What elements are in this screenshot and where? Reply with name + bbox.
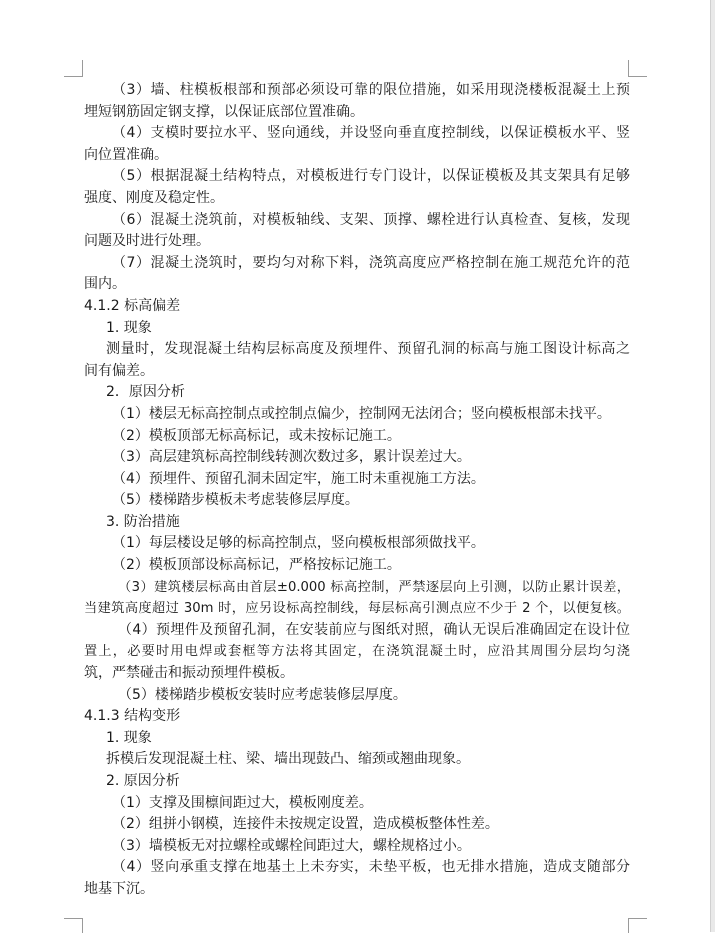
list-item: （2）组拼小钢模，连接件未按规定设置，造成模板整体性差。 <box>112 816 499 833</box>
subsection-heading: 2. 原因分析 <box>106 773 180 789</box>
paragraph-line: 向位置准确。 <box>84 146 168 163</box>
paragraph-line: 测量时，发现混凝土结构层标高度及预埋件、预留孔洞的标高与施工图设计标高之 <box>106 341 630 358</box>
crop-mark-bottom-left <box>64 918 83 933</box>
paragraph-line: 埋短钢筋固定钢支撑，以保证底部位置准确。 <box>84 103 364 120</box>
paragraph-line: 置上，必要时用电焊或套框等方法将其固定，在浇筑混凝土时，应沿其周围分层均匀浇 <box>84 644 630 660</box>
paragraph-line: （6）混凝土浇筑前，对模板轴线、支架、顶撑、螺栓进行认真检查、复核，发现 <box>112 211 630 228</box>
subsection-heading: 1. 现象 <box>106 729 152 746</box>
crop-mark-bottom-right <box>628 918 647 933</box>
paragraph-line: （5）根据混凝土结构特点，对模板进行专门设计，以保证模板及其支架具有足够 <box>112 168 630 185</box>
paragraph-line: 间有偏差。 <box>84 362 154 379</box>
paragraph-line: 筑，严禁碰击和振动预埋件模板。 <box>84 665 294 682</box>
document-body <box>84 80 630 901</box>
list-item: （1）楼层无标高控制点或控制点偏少，控制网无法闭合；竖向模板根部未找平。 <box>112 405 611 422</box>
crop-mark-top-right <box>628 60 647 77</box>
subsection-heading: 1. 现象 <box>106 319 152 336</box>
subsection-heading: 2．原因分析 <box>106 384 185 401</box>
paragraph-line: 拆模后发现混凝土柱、梁、墙出现鼓凸、缩颈或翘曲现象。 <box>106 751 470 768</box>
list-item: （1）支撑及围檩间距过大，模板刚度差。 <box>112 794 373 811</box>
list-item: （4）竖向承重支撑在地基土上未夯实，未垫平板，也无排水措施，造成支随部分 <box>112 859 630 876</box>
list-item: （5）楼梯踏步模板未考虑装修层厚度。 <box>112 492 359 509</box>
paragraph-line: （4）支模时要拉水平、竖向通线，并设竖向垂直度控制线，以保证模板水平、竖 <box>112 125 630 142</box>
list-item: （1）每层楼设足够的标高控制点，竖向模板根部须做找平。 <box>112 535 485 552</box>
paragraph-line: 围内。 <box>84 276 126 293</box>
list-item: （3）墙模板无对拉螺栓或螺栓间距过大，螺栓规格过小。 <box>112 837 471 854</box>
section-heading: 4.1.2 标高偏差 <box>84 297 181 314</box>
paragraph-line: 问题及时进行处理。 <box>84 233 210 250</box>
list-item: （2）模板顶部设标高标记，严格按标记施工。 <box>112 557 401 574</box>
paragraph-line: 强度、刚度及稳定性。 <box>84 189 224 206</box>
list-item: （3）高层建筑标高控制线转测次数过多，累计误差过大。 <box>112 449 471 466</box>
paragraph-line: （7）混凝土浇筑时，要均匀对称下料，浇筑高度应严格控制在施工规范允许的范 <box>112 254 630 271</box>
list-item: （4）预埋件及预留孔洞，在安装前应与图纸对照，确认无误后准确固定在设计位 <box>118 621 630 638</box>
section-heading: 4.1.3 结构变形 <box>84 708 181 725</box>
crop-mark-top-left <box>64 60 83 77</box>
list-item: （3）建筑楼层标高由首层±0.000 标高控制，严禁逐层向上引测，以防止累计误差， <box>118 579 630 595</box>
subsection-heading: 3. 防治措施 <box>106 513 180 530</box>
list-item: （2）模板顶部无标高标记，或未按标记施工。 <box>112 427 401 444</box>
paragraph-line: 当建筑高度超过 30m 时，应另设标高控制线，每层标高引测点应不少于 2 个，以便复核。 <box>84 601 630 617</box>
page-edge <box>710 0 715 932</box>
list-item: （4）预埋件、预留孔洞未固定牢，施工时未重视施工方法。 <box>112 470 485 487</box>
list-item: （5）楼梯踏步模板安装时应考虑装修层厚度。 <box>118 686 407 703</box>
paragraph-line: （3）墙、柱模板根部和预部必须设可靠的限位措施，如采用现浇楼板混凝土上预 <box>112 82 630 98</box>
paragraph-line: 地基下沉。 <box>84 880 154 897</box>
